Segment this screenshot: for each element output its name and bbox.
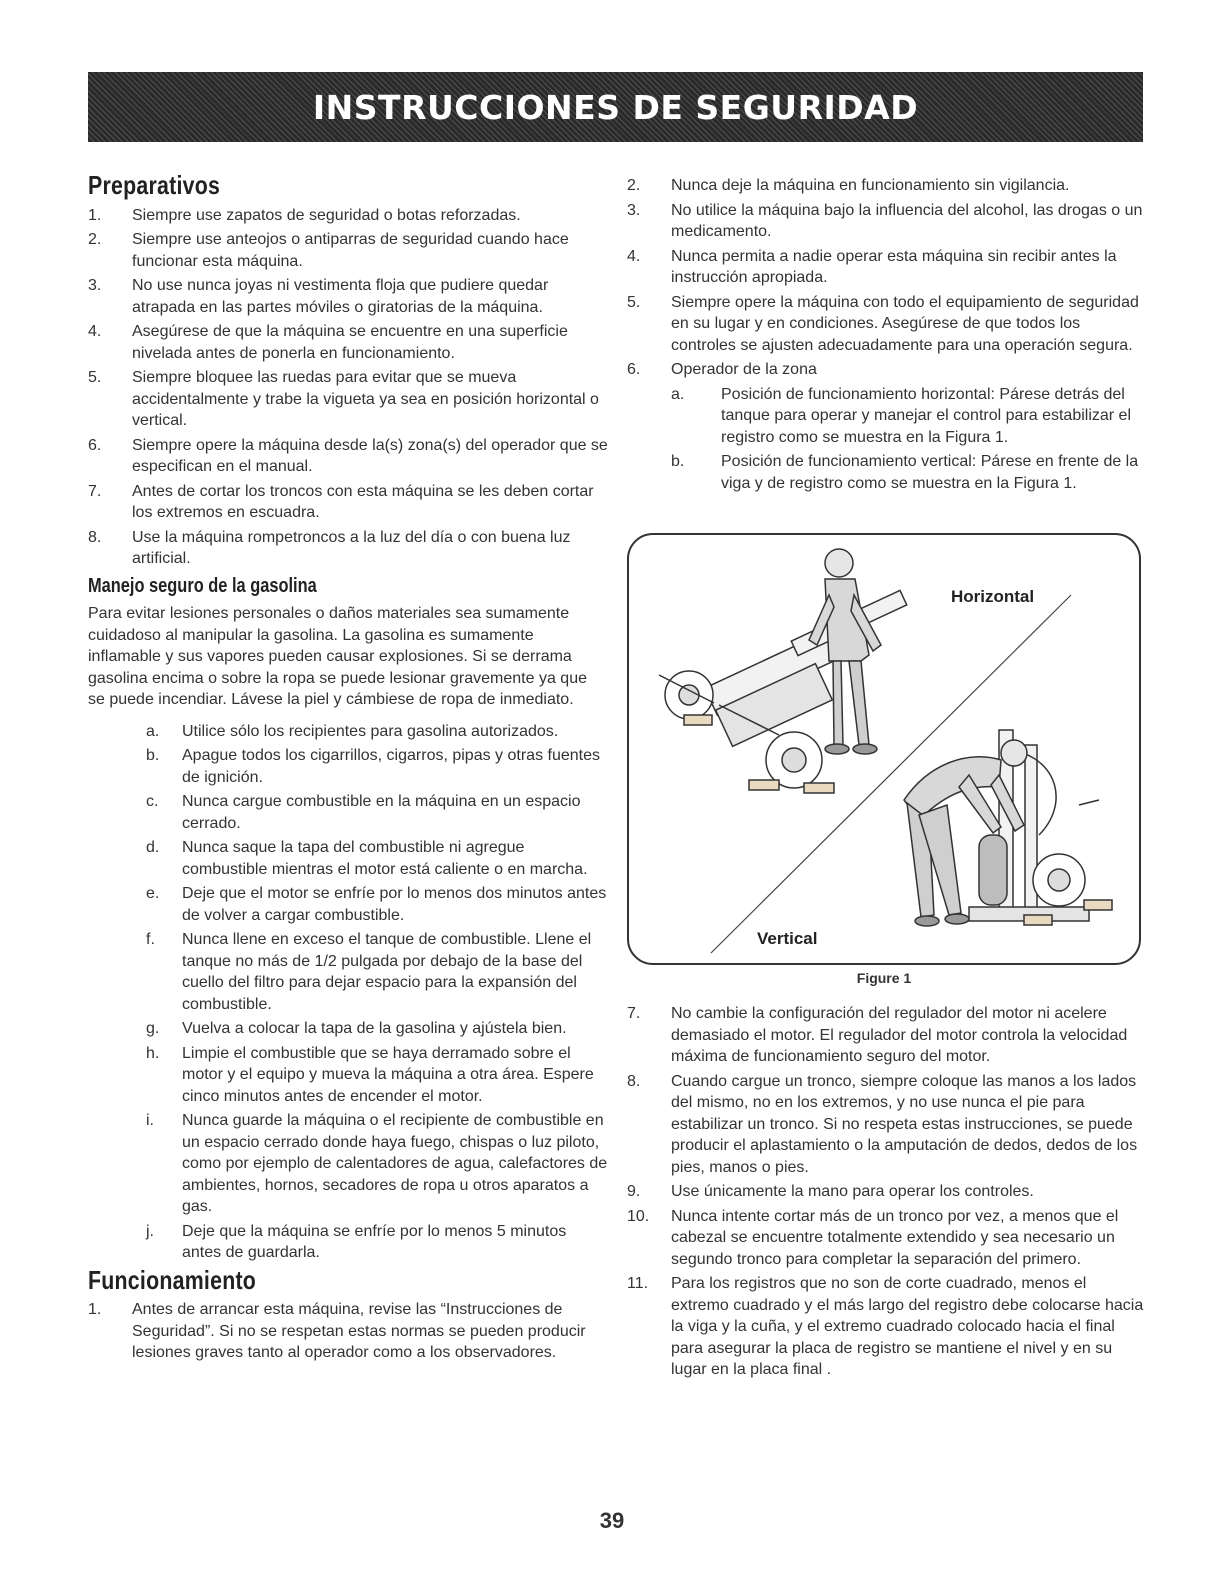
right-column-lower: [627, 1003, 1147, 1384]
list-item: 4. Nunca permita a nadie operar esta máquina sin recibir antes la instrucción apropiada.: [627, 247, 1117, 286]
list-item: d. Nunca saque la tapa del combustible ni agregue combustible mientras el motor está caliente o en marcha.: [146, 839, 588, 878]
left-column: [88, 170, 608, 1367]
list-item: f. Nunca llene en exceso el tanque de combustible. Llene el tanque no más de 1/2 pulgada por debajo de la base del cuello del filtro para dejar espacio para la expansión del combustible.: [146, 931, 592, 1013]
list-item: 1. Siempre use zapatos de seguridad o botas reforzadas.: [88, 206, 521, 224]
list-item: c. Nunca cargue combustible en la máquina en un espacio cerrado.: [146, 793, 581, 832]
list-item: 8. Cuando cargue un tronco, siempre coloque las manos a los lados del mismo, no en los extremos, y no use nunca el pie para estabilizar un tronco. Si no respeta estas instrucciones, se puede producir el aplastamiento o la amputación de dedos, dedos de los pies, manos o pies.: [627, 1072, 1138, 1176]
banner-title: INSTRUCCIONES DE SEGURIDAD: [312, 87, 919, 127]
gasolina-intro: Para evitar lesiones personales o daños materiales sea sumamente cuidadoso al manipular la gasolina. La gasolina es sumamente inflamable y sus vapores pueden causar explosiones. Si se derrama gasolina encima o sobre la ropa se puede lesionar gravemente ya que se puede incendiar. Lávese la piel y cámbiese de ropa de inmediato.: [88, 605, 587, 708]
list-item: h. Limpie el combustible que se haya derramado sobre el motor y el equipo y mueva la máquina a otra área. Espere cinco minutos antes de encender el motor.: [146, 1044, 594, 1105]
list-item: a. Utilice sólo los recipientes para gasolina autorizados.: [146, 722, 559, 740]
label-horizontal: Horizontal: [951, 587, 1035, 606]
list-item: 7. No cambie la configuración del regulador del motor ni acelere demasiado el motor. El regulador del motor controla la velocidad máxima de funcionamiento seguro del motor.: [627, 1005, 1128, 1065]
figure-1-illustration: [627, 533, 1141, 965]
list-item: 8. Use la máquina rompetroncos a la luz del día o con buena luz artificial.: [88, 528, 571, 567]
divider-line: [711, 595, 1071, 953]
list-item: 6. Siempre opere la máquina desde la(s) zona(s) del operador que se especifican en el manual.: [88, 436, 608, 475]
heading-funcionamiento: Funcionamiento: [88, 1264, 257, 1295]
heading-gasolina: Manejo seguro de la gasolina: [88, 574, 317, 597]
list-item: 1. Antes de arrancar esta máquina, revise las “Instrucciones de Seguridad”. Si no se respetan estas normas se pueden producir lesiones graves tanto al operador como a los observadores.: [88, 1301, 586, 1361]
list-item: 4. Asegúrese de que la máquina se encuentre en una superficie nivelada antes de ponerla en funcionamiento.: [88, 323, 568, 362]
label-vertical: Vertical: [757, 929, 818, 948]
list-item: j. Deje que la máquina se enfríe por lo menos 5 minutos antes de guardarla.: [146, 1222, 567, 1261]
list-item: i. Nunca guarde la máquina o el recipiente de combustible en un espacio cerrado donde haya fuego, chispas o luz piloto, como por ejemplo de calentadores de agua, calefactores de ambientes, hornos, secadores de ropa u otros aparatos a gas.: [146, 1112, 608, 1215]
right-column: [627, 175, 1147, 497]
list-item: g. Vuelva a colocar la tapa de la gasolina y ajústela bien.: [146, 1020, 567, 1037]
list-item: a. Posición de funcionamiento horizontal: Párese detrás del tanque para operar y manejar el control para estabilizar el registro como se muestra en la Figura 1.: [671, 385, 1132, 446]
list-item: 5. Siempre bloquee las ruedas para evitar que se mueva accidentalmente y trabe la vigueta ya sea en posición horizontal o vertical.: [88, 369, 599, 429]
list-item: 2. Siempre use anteojos o antiparras de seguridad cuando hace funcionar esta máquina.: [88, 231, 569, 270]
list-item: 3. No utilice la máquina bajo la influencia del alcohol, las drogas o un medicamento.: [627, 201, 1143, 240]
list-item: 2. Nunca deje la máquina en funcionamiento sin vigilancia.: [627, 177, 1070, 194]
list-item: e. Deje que el motor se enfríe por lo menos dos minutos antes de volver a cargar combustible.: [146, 885, 607, 924]
horizontal-splitter-drawing: [659, 590, 907, 793]
list-item: 7. Antes de cortar los troncos con esta máquina se les deben cortar los extremos en escuadra.: [88, 482, 594, 521]
section-banner: [88, 72, 1143, 142]
list-item: b. Posición de funcionamiento vertical: Párese en frente de la viga y de registro como se muestra en la Figura 1.: [671, 453, 1139, 492]
list-item: 9. Use únicamente la mano para operar los controles.: [627, 1183, 1034, 1200]
page-number: 39: [599, 1508, 625, 1533]
list-item: b. Apague todos los cigarrillos, cigarros, pipas y otras fuentes de ignición.: [146, 747, 600, 786]
list-item: 6. Operador de la zona: [627, 361, 817, 378]
preparativos-list: [88, 205, 608, 570]
list-item: 3. No use nunca joyas ni vestimenta floja que pudiere quedar atrapada en las partes móviles o giratorias de la máquina.: [88, 277, 549, 316]
log-splitter-illustration: [629, 535, 1141, 965]
list-item: 5. Siempre opere la máquina con todo el equipamiento de seguridad en su lugar y en condiciones. Asegúrese de que todos los controles se ajusten adecuadamente para una operación segura.: [627, 293, 1139, 354]
figure-caption: Figure 1: [856, 970, 912, 986]
heading-preparativos: Preparativos: [88, 170, 221, 200]
list-item: 11. Para los registros que no son de corte cuadrado, menos el extremo cuadrado y el más largo del registro debe colocarse hacia la viga y la cuña, y el extremo cuadrado colocado hacia el final para asegurar la placa de registro se mantiene el nivel y en su lugar en la placa final .: [627, 1275, 1144, 1378]
gasolina-list: [88, 721, 608, 1264]
list-item: 10. Nunca intente cortar más de un tronco por vez, a menos que el cabezal se encuentre totalmente extendido y sea necesario un segundo tronco para completar la separación del primero.: [627, 1207, 1119, 1268]
